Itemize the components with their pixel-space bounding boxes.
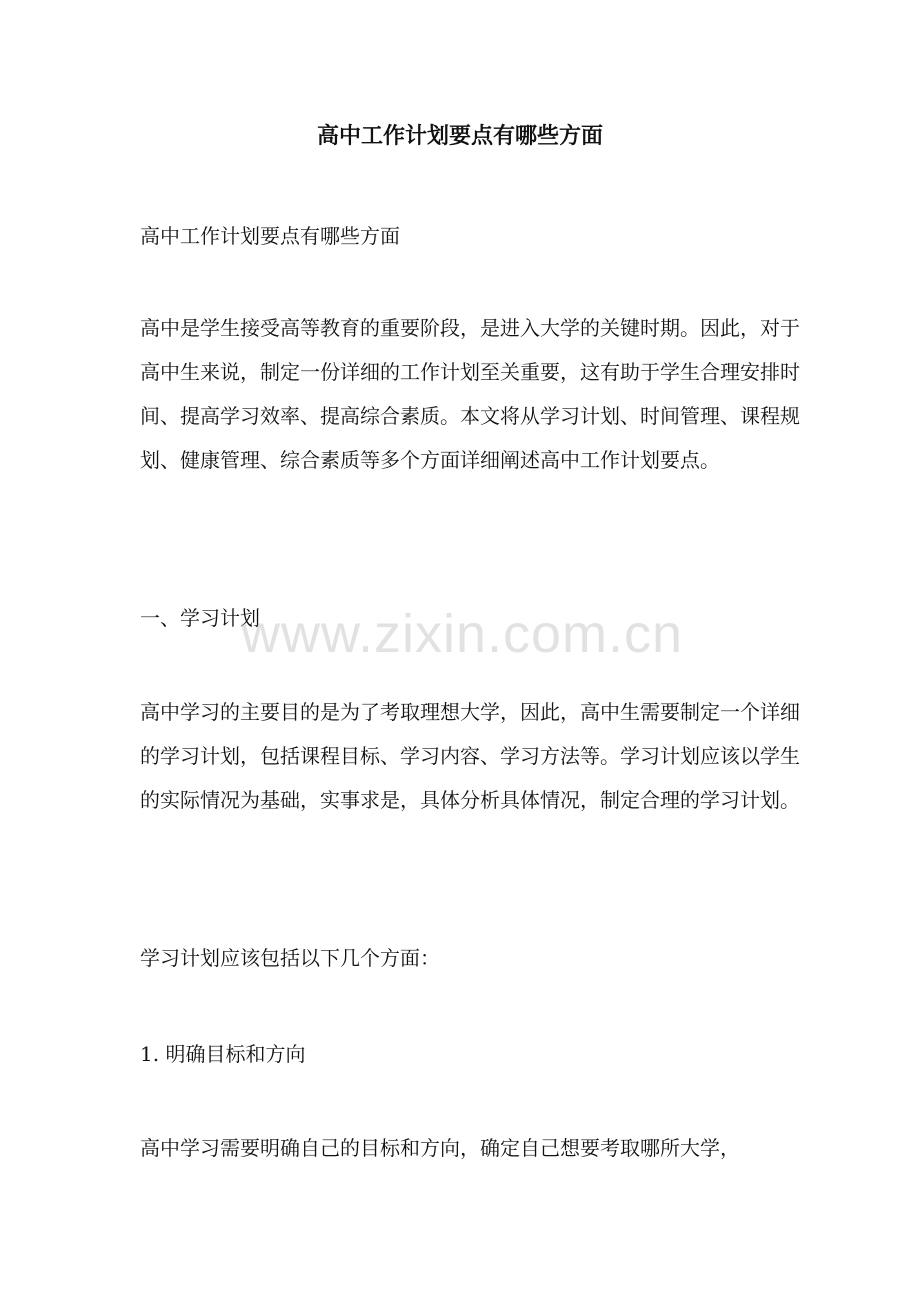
watermark: www.zixin.com.cn — [240, 604, 684, 664]
list-intro: 学习计划应该包括以下几个方面： — [140, 946, 440, 970]
goals-paragraph: 高中学习需要明确自己的目标和方向，确定自己想要考取哪所大学， — [140, 1136, 740, 1160]
item-heading-goals: 1. 明确目标和方向 — [140, 1042, 306, 1066]
intro-paragraph: 高中是学生接受高等教育的重要阶段，是进入大学的关键时期。因此，对于高中生来说，制定一份详细的工作计划至关重要，这有助于学生合理安排时间、提高学习效率、提高综合素质。本文将从学习计划、时间管理、课程规划、健康管理、综合素质等多个方面详细阐述高中工作计划要点。 — [140, 316, 800, 472]
document-title: 高中工作计划要点有哪些方面 — [316, 123, 603, 149]
document-subtitle: 高中工作计划要点有哪些方面 — [140, 224, 400, 248]
section-heading-study-plan: 一、学习计划 — [140, 606, 260, 630]
study-plan-paragraph: 高中学习的主要目的是为了考取理想大学，因此，高中生需要制定一个详细的学习计划，包括课程目标、学习内容、学习方法等。学习计划应该以学生的实际情况为基础，实事求是，具体分析具体情况，制定合理的学习计划。 — [140, 700, 800, 812]
